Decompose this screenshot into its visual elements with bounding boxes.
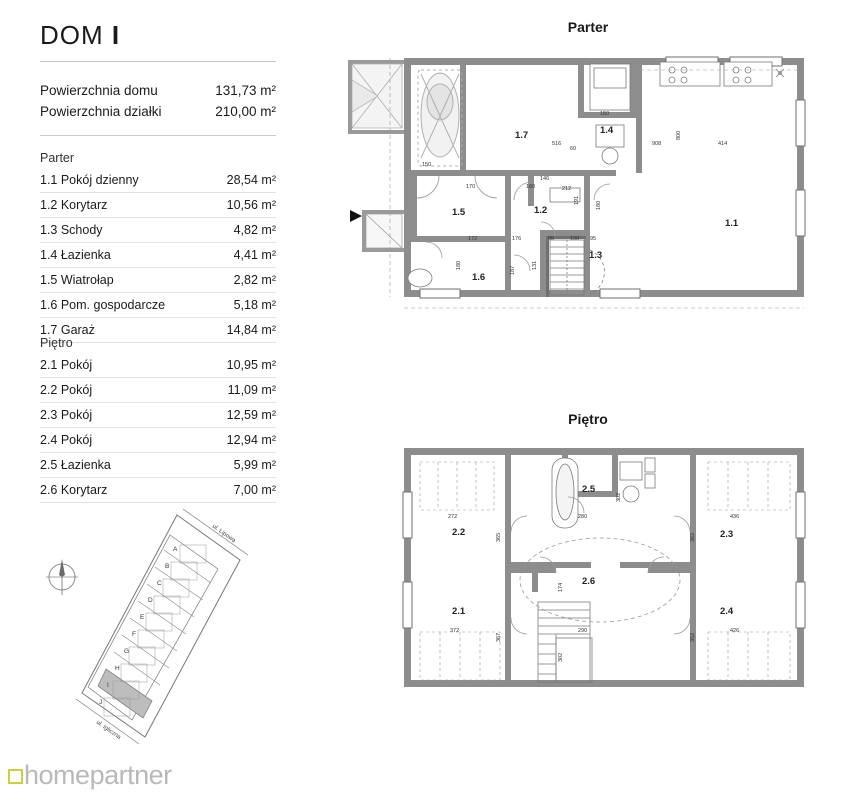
svg-text:A: A [173,546,178,553]
room-row [40,378,276,403]
site-plan [40,505,280,760]
room-area: 14,84 m² [226,323,276,337]
svg-text:908: 908 [652,141,662,147]
room-row [40,478,276,503]
section-heading-parter: Parter [40,151,75,165]
room-label: 1.3 Schody [40,223,103,237]
room-area: 4,82 m² [233,223,276,237]
svg-text:1.7: 1.7 [515,130,529,141]
compass-rose [40,555,84,599]
svg-text:160: 160 [526,184,536,190]
svg-text:352: 352 [690,632,696,642]
room-label: 1.4 Łazienka [40,248,111,262]
svg-text:95: 95 [548,236,555,242]
room-area: 5,99 m² [233,458,276,472]
room-list-pietro [40,353,276,503]
svg-text:290: 290 [578,628,588,634]
svg-text:E: E [140,614,145,621]
svg-text:365: 365 [496,532,502,542]
summary-label: Powierzchnia domu [40,83,158,98]
room-row [40,218,276,243]
svg-text:172: 172 [468,236,478,242]
svg-text:J: J [99,699,103,706]
room-row [40,293,276,318]
logo-text-1: ome [38,760,90,790]
svg-text:800: 800 [676,130,682,140]
room-area: 28,54 m² [226,173,276,187]
svg-text:1.4: 1.4 [600,125,614,136]
svg-text:2.1: 2.1 [452,606,466,617]
summary-list [40,80,276,122]
svg-text:170: 170 [466,184,476,190]
svg-text:I: I [107,682,109,689]
svg-text:180: 180 [456,260,462,270]
svg-text:2.2: 2.2 [452,527,466,538]
room-label: 2.4 Pokój [40,433,93,447]
room-area: 12,59 m² [226,408,276,422]
svg-text:131: 131 [532,260,538,270]
room-label: 2.6 Korytarz [40,483,108,497]
floorplans-panel [300,0,845,798]
room-label: 1.7 Garaż [40,323,95,337]
svg-text:174: 174 [558,582,564,592]
room-label: 1.2 Korytarz [40,198,108,212]
svg-text:426: 426 [730,628,740,634]
svg-text:146: 146 [540,176,550,182]
section-heading-pietro: Piętro [40,336,73,350]
svg-text:150: 150 [422,162,432,168]
svg-text:D: D [148,597,153,604]
svg-text:G: G [124,648,130,655]
room-row [40,403,276,428]
svg-text:436: 436 [730,514,740,520]
room-row [40,168,276,193]
svg-text:362: 362 [690,532,696,542]
page-title-accent: I [111,20,121,50]
room-area: 4,41 m² [233,248,276,262]
svg-text:60: 60 [570,146,577,152]
divider-summary [40,135,276,136]
room-label: 2.5 Łazienka [40,458,111,472]
floorplan-parter [300,40,845,330]
room-area: 10,56 m² [226,198,276,212]
svg-text:150: 150 [600,111,610,117]
plan-title-pietro: Piętro [568,411,608,427]
room-area: 11,09 m² [227,383,276,397]
room-row [40,428,276,453]
site-plan-drawing [40,505,280,760]
room-label: 1.1 Pokój dzienny [40,173,139,187]
room-area: 2,82 m² [233,273,276,287]
svg-text:F: F [132,631,136,638]
svg-text:302: 302 [616,492,622,502]
svg-text:ul. Lipowa: ul. Lipowa [210,523,237,545]
svg-text:302: 302 [558,652,564,662]
svg-text:414: 414 [718,141,728,147]
svg-text:ul. Igliczna: ul. Igliczna [94,719,122,741]
svg-text:180: 180 [596,200,602,210]
svg-text:372: 372 [450,628,460,634]
svg-text:95: 95 [590,236,597,242]
page-title-main: DOM [40,20,104,50]
room-area: 12,94 m² [226,433,276,447]
svg-text:2.6: 2.6 [582,576,596,587]
svg-text:2.4: 2.4 [720,606,734,617]
svg-text:280: 280 [578,514,588,520]
svg-text:176: 176 [512,236,522,242]
room-label: 2.2 Pokój [40,383,93,397]
svg-text:2.3: 2.3 [720,529,734,540]
svg-text:516: 516 [552,141,562,147]
svg-text:1.3: 1.3 [589,250,603,261]
svg-text:187: 187 [510,265,516,275]
room-row [40,268,276,293]
summary-label: Powierzchnia działki [40,104,162,119]
page-title [40,20,120,51]
room-row [40,353,276,378]
divider-title [40,61,276,62]
svg-text:367: 367 [496,632,502,642]
summary-row [40,80,276,101]
room-area: 7,00 m² [233,483,276,497]
room-row [40,453,276,478]
svg-text:B: B [165,563,170,570]
svg-text:1.5: 1.5 [452,207,466,218]
summary-value: 131,73 m² [215,83,276,98]
summary-value: 210,00 m² [215,104,276,119]
svg-text:191: 191 [574,195,580,205]
room-label: 1.6 Pom. gospodarcze [40,298,166,312]
room-row [40,193,276,218]
svg-text:272: 272 [448,514,458,520]
plan-title-parter: Parter [567,19,609,35]
svg-text:1.2: 1.2 [534,205,548,216]
svg-text:C: C [157,580,162,587]
logo-square-icon [8,769,23,784]
room-row [40,243,276,268]
info-panel [0,0,300,798]
room-label: 2.3 Pokój [40,408,93,422]
svg-text:H: H [115,665,120,672]
logo-h: h [24,760,39,790]
svg-text:100: 100 [570,236,580,242]
room-label: 2.1 Pokój [40,358,93,372]
svg-text:1.6: 1.6 [472,272,486,283]
brand-logo [8,760,172,791]
logo-text-2: partner [89,760,172,790]
room-list-parter [40,168,276,343]
room-area: 5,18 m² [233,298,276,312]
summary-row [40,101,276,122]
room-area: 10,95 m² [226,358,276,372]
svg-text:212: 212 [562,186,572,192]
svg-text:1.1: 1.1 [725,218,739,229]
svg-text:2.5: 2.5 [582,484,596,495]
room-label: 1.5 Wiatrołap [40,273,114,287]
floorplan-pietro [300,432,845,722]
